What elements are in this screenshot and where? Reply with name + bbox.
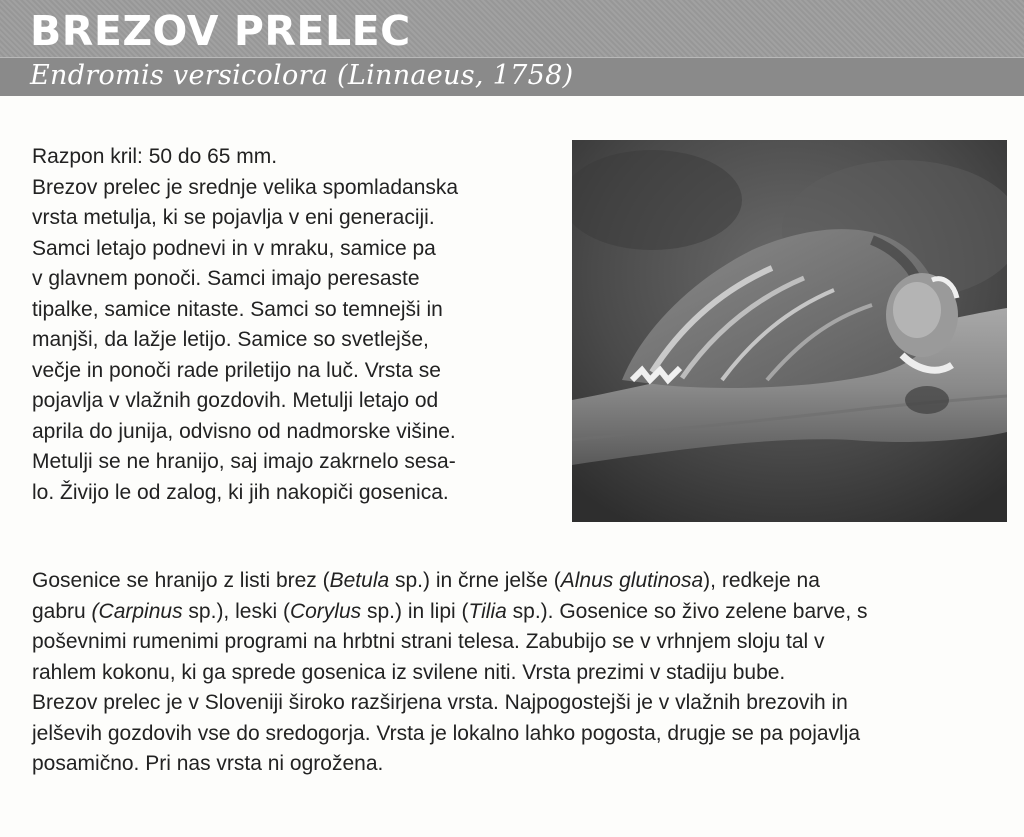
intro-line: lo. Živijo le od zalog, ki jih nakopiči gosenica. [32, 480, 449, 504]
body-text-run: sp.) in črne jelše ( [389, 569, 561, 592]
taxon-name: Tilia [468, 599, 507, 623]
intro-line: aprila do junija, odvisno od nadmorske višine. [32, 419, 456, 443]
species-latin-name: Endromis versicolora (Linnaeus, 1758) [30, 60, 574, 91]
body-line: poševnimi rumenimi programi na hrbtni strani telesa. Zabubijo se v vrhnjem sloju tal v [32, 630, 825, 653]
body-line: rahlem kokonu, ki ga sprede gosenica iz svilene niti. Vrsta prezimi v stadiju bube. [32, 660, 786, 684]
intro-line: vrsta metulja, ki se pojavlja v eni generaciji. [32, 206, 435, 229]
body-text-run: sp.) in lipi ( [361, 599, 469, 623]
species-header [0, 0, 1024, 96]
body-line: jelševih gozdovih vse do sredogorja. Vrsta je lokalno lahko pogosta, drugje se pa pojavlja [32, 721, 861, 745]
taxon-name: Betula [329, 569, 390, 592]
body-text-run: sp.), leski ( [182, 599, 290, 623]
body-line [32, 566, 1012, 597]
taxon-name: (Carpinus [91, 599, 183, 623]
moth-photo-illustration [572, 140, 1007, 522]
intro-line: Metulji se ne hranijo, saj imajo zakrnelo sesa- [32, 450, 456, 473]
intro-line: Razpon kril: 50 do 65 mm. [32, 145, 278, 168]
species-common-name: BREZOV PRELEC [30, 7, 411, 55]
body-line: posamično. Pri nas vrsta ni ogrožena. [32, 752, 384, 775]
body-text-run: Gosenice se hranijo z listi brez ( [32, 569, 330, 592]
body-line [32, 597, 1012, 628]
body-text-run: gabru [32, 599, 92, 623]
body-text [32, 566, 1012, 780]
taxon-name: Corylus [289, 599, 362, 623]
moth-photo [572, 140, 1007, 522]
intro-line: Samci letajo podnevi in v mraku, samice pa [32, 236, 436, 260]
intro-text [32, 142, 552, 508]
intro-line: večje in ponoči rade priletijo na luč. Vrsta se [32, 358, 441, 382]
intro-line: Brezov prelec je srednje velika spomladanska [32, 175, 459, 199]
intro-line: pojavlja v vlažnih gozdovih. Metulji letajo od [32, 389, 439, 412]
taxon-name: Alnus glutinosa [560, 569, 704, 592]
intro-line: manjši, da lažje letijo. Samice so svetlejše, [32, 328, 429, 351]
body-text-run: ), redkeje na [703, 569, 820, 592]
body-line: Brezov prelec je v Sloveniji široko razširjena vrsta. Najpogostejši je v vlažnih brezovih in [32, 691, 848, 714]
body-text-run: sp.). Gosenice so živo zelene barve, s [506, 599, 868, 623]
intro-line: tipalke, samice nitaste. Samci so temnejši in [32, 297, 443, 321]
intro-line: v glavnem ponoči. Samci imajo peresaste [32, 267, 420, 290]
